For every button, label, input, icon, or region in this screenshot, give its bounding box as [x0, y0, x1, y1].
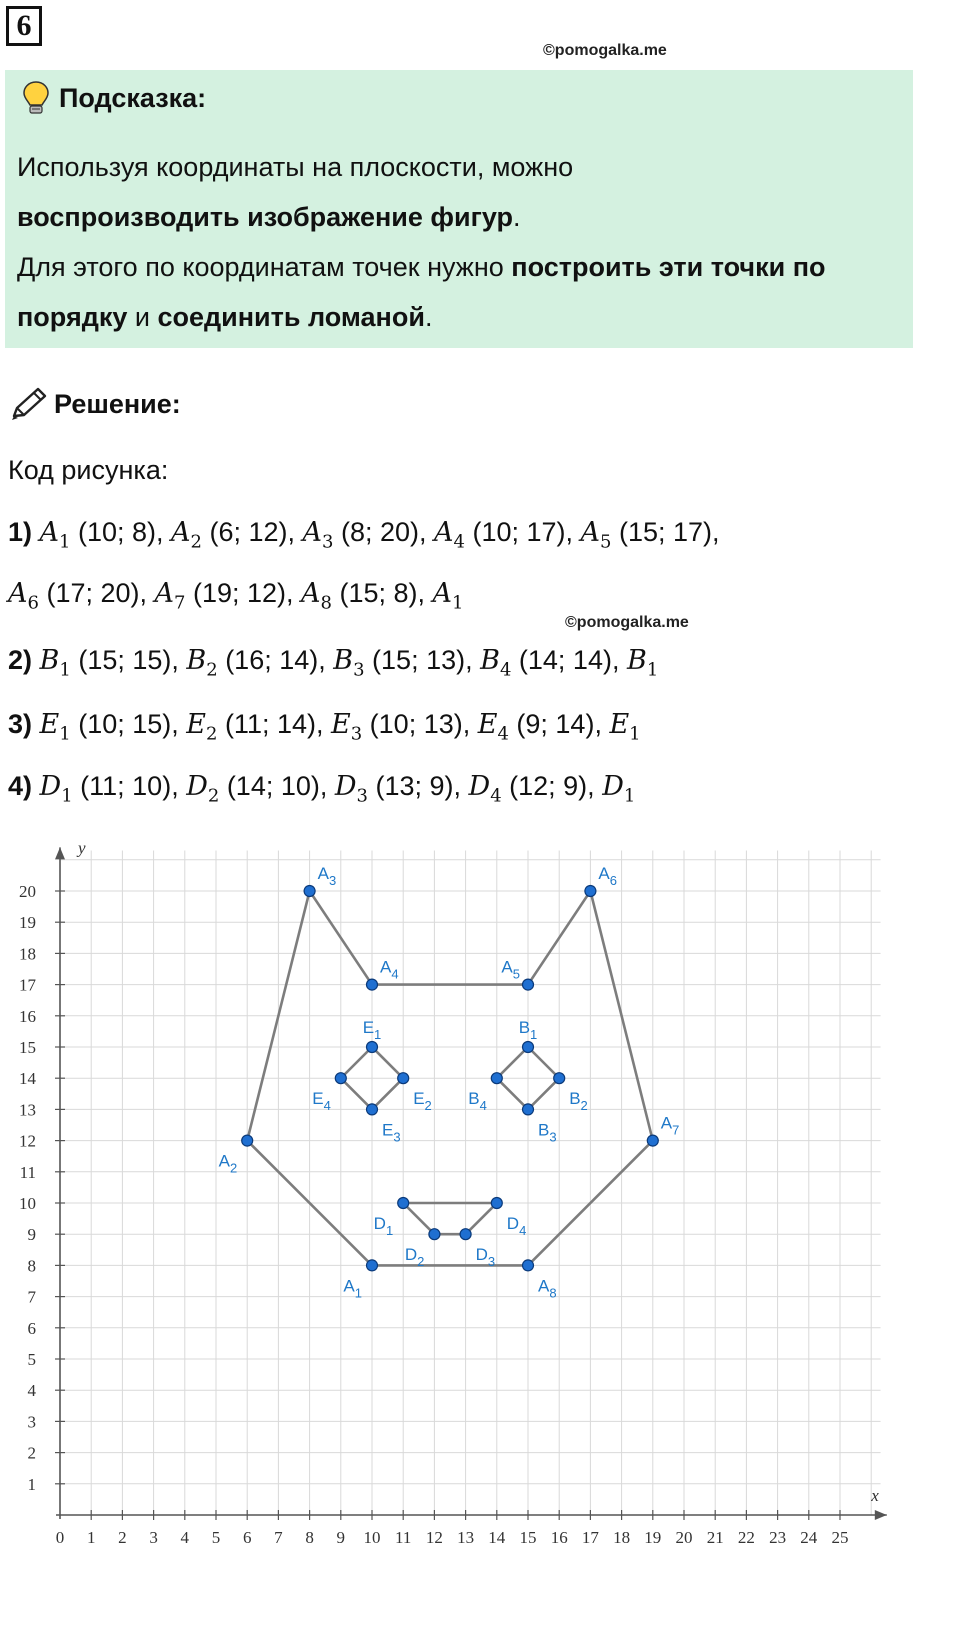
point-name: $D_2$: [186, 771, 220, 807]
x-tick-label: 0: [55, 1528, 65, 1547]
point-label-D4: $D_4$: [506, 1214, 527, 1238]
point-name: $E_1$: [39, 709, 71, 745]
y-tick-label: 20: [19, 882, 36, 901]
y-tick-label: 8: [27, 1256, 36, 1276]
point-coords: (8; 20),: [333, 517, 435, 547]
point-coords: (10; 13),: [362, 709, 478, 739]
point-coords: (11; 14),: [217, 709, 331, 739]
y-tick-label: 10: [19, 1194, 36, 1213]
polyline-D: [403, 1203, 497, 1234]
code-line-1: [8, 517, 720, 552]
point-coords: (11; 10),: [72, 771, 187, 801]
point-label-E1: $E_1$: [362, 1018, 382, 1042]
point-coords: (12; 9),: [501, 771, 603, 801]
line-number: 1): [8, 517, 33, 547]
x-tick-label: 4: [180, 1528, 190, 1547]
point-D2: [429, 1229, 440, 1240]
y-axis-arrow: [55, 847, 65, 859]
y-tick-label: 6: [27, 1318, 36, 1338]
y-axis-label: y: [78, 838, 86, 858]
point-name: $E_2$: [186, 709, 218, 745]
point-coords: (14; 10),: [219, 771, 335, 801]
x-tick-label: 1: [86, 1528, 96, 1547]
hint-title: [21, 80, 206, 116]
lightbulb-icon: [21, 80, 51, 116]
x-axis-arrow: [875, 1510, 887, 1520]
code-line-2: [8, 645, 658, 680]
point-name: $A_3$: [302, 517, 334, 553]
x-tick-label: 8: [305, 1528, 314, 1547]
point-name: $A_2$: [171, 517, 202, 553]
point-D1: [398, 1198, 409, 1209]
point-B3: [523, 1104, 534, 1115]
point-name: $B_1$: [39, 645, 71, 681]
point-list: [8, 578, 464, 614]
pencil-icon: [8, 386, 48, 422]
code-line-3: [8, 709, 641, 744]
x-tick-label: 13: [457, 1528, 475, 1547]
point-B2: [554, 1073, 565, 1084]
point-label-A6: $A_6$: [598, 864, 617, 888]
coordinate-plane: [0, 830, 960, 1642]
point-label-D1: $D_1$: [373, 1214, 394, 1238]
point-coords: (16; 14),: [217, 645, 334, 675]
x-tick-label: 16: [550, 1528, 568, 1547]
x-tick-label: 22: [737, 1528, 755, 1547]
point-B4: [491, 1073, 502, 1084]
hint-line3-end: .: [424, 302, 433, 332]
y-tick-label: 12: [19, 1131, 36, 1151]
hint-box: [5, 70, 913, 348]
y-tick-label: 4: [27, 1381, 36, 1401]
point-coords: (10; 15),: [70, 709, 187, 739]
point-list: [39, 709, 641, 745]
hint-line3-bold1: построить эти точки по порядку: [17, 252, 826, 332]
point-name: $B_3$: [333, 645, 365, 681]
point-coords: (13; 9),: [367, 771, 469, 801]
point-list: [39, 517, 720, 553]
x-tick-label: 5: [211, 1528, 221, 1547]
point-name: $D_4$: [468, 771, 502, 807]
point-A6: [585, 886, 596, 897]
point-coords: (9; 14),: [508, 709, 610, 739]
point-name: $E_3$: [331, 709, 363, 745]
x-tick-label: 12: [425, 1528, 443, 1547]
point-name: $D_1$: [602, 771, 636, 807]
x-tick-label: 11: [395, 1528, 412, 1547]
point-A8: [523, 1260, 534, 1271]
watermark-middle: ©pomogalka.me: [565, 614, 689, 631]
x-tick-label: 9: [336, 1528, 346, 1547]
point-label-B3: $B_3$: [538, 1120, 557, 1145]
x-tick-label: 7: [274, 1528, 283, 1547]
y-tick-label: 13: [19, 1100, 36, 1120]
point-label-A8: $A_8$: [538, 1276, 557, 1301]
point-name: $D_1$: [39, 771, 73, 807]
point-D3: [460, 1229, 471, 1240]
point-label-E3: $E_3$: [382, 1120, 401, 1145]
hint-line2-end: .: [513, 202, 521, 232]
hint-line2-bold: воспроизводить изображение фигур: [17, 202, 514, 232]
x-axis-label: x: [871, 1486, 879, 1505]
code-label: Код рисунка:: [8, 455, 169, 485]
point-label-B4: $B_4$: [468, 1089, 487, 1114]
point-label-A1: $A_1$: [343, 1276, 362, 1301]
y-tick-label: 1: [27, 1474, 36, 1494]
point-label-A5: $A_5$: [501, 957, 520, 982]
y-tick-label: 11: [19, 1162, 36, 1182]
point-name: $A_7$: [154, 578, 186, 614]
x-tick-label: 3: [149, 1528, 158, 1547]
y-tick-label: 14: [19, 1069, 36, 1089]
point-label-A7: $A_7$: [660, 1113, 680, 1138]
code-line-4: [8, 771, 635, 806]
y-tick-label: 18: [19, 944, 36, 964]
point-label-B1: $B_1$: [518, 1018, 538, 1042]
y-tick-label: 15: [19, 1038, 36, 1057]
x-tick-label: 19: [644, 1528, 662, 1547]
point-D4: [491, 1198, 502, 1209]
hint-line3-bold2: соединить ломаной: [157, 302, 425, 332]
point-name: $B_4$: [480, 645, 512, 681]
point-A3: [304, 886, 315, 897]
point-label-D3: $D_3$: [475, 1245, 496, 1270]
x-tick-label: 24: [800, 1528, 818, 1547]
hint-title-text: Подсказка:: [59, 82, 207, 113]
line-number: 4): [8, 771, 33, 801]
x-tick-label: 21: [706, 1528, 724, 1547]
point-coords: (15; 8),: [331, 578, 433, 608]
x-tick-label: 10: [363, 1528, 381, 1547]
x-tick-label: 2: [118, 1528, 127, 1547]
solution-title: [8, 386, 181, 422]
point-coords: (10; 17),: [464, 517, 581, 547]
point-name: $B_1$: [626, 645, 659, 681]
point-E1: [367, 1042, 378, 1053]
y-tick-label: 7: [27, 1287, 36, 1307]
x-tick-label: 6: [242, 1528, 252, 1547]
point-name: $A_5$: [580, 517, 612, 553]
y-tick-label: 2: [27, 1443, 36, 1463]
x-tick-label: 18: [613, 1528, 631, 1547]
point-name: $A_1$: [39, 517, 71, 553]
point-name: $E_4$: [477, 709, 509, 745]
y-tick-label: 16: [19, 1006, 36, 1026]
watermark-top: ©pomogalka.me: [543, 42, 667, 59]
hint-line1: Используя координаты на плоскости, можно: [17, 152, 574, 182]
x-tick-label: 20: [675, 1528, 693, 1547]
x-tick-label: 14: [488, 1528, 506, 1547]
code-line-1b: [8, 578, 463, 613]
point-B1: [523, 1042, 534, 1053]
point-name: $D_3$: [334, 771, 368, 807]
x-tick-label: 17: [581, 1528, 599, 1547]
line-number: 2): [8, 645, 33, 675]
hint-line3-mid: и: [127, 302, 158, 332]
coordinate-plane-svg: [0, 830, 960, 1642]
y-tick-label: 17: [19, 975, 36, 995]
point-label-A4: $A_4$: [380, 957, 399, 982]
point-list: [39, 771, 636, 807]
point-coords: (15; 13),: [364, 645, 481, 675]
line-number: 3): [8, 709, 33, 739]
point-label-A3: $A_3$: [317, 864, 337, 888]
point-label-A2: $A_2$: [218, 1151, 238, 1176]
y-tick-label: 5: [27, 1350, 36, 1369]
point-label-E2: $E_2$: [413, 1089, 432, 1114]
x-tick-label: 25: [831, 1528, 849, 1547]
point-coords: (19; 12),: [185, 578, 302, 608]
point-coords: (6; 12),: [201, 517, 303, 547]
y-tick-label: 3: [27, 1412, 36, 1432]
hint-text: [17, 142, 907, 342]
hint-line3-start: Для этого по координатам точек нужно: [17, 252, 512, 282]
point-E3: [367, 1104, 378, 1115]
point-coords: (14; 14),: [511, 645, 627, 675]
point-name: $A_8$: [301, 578, 332, 614]
point-coords: (17; 20),: [38, 578, 155, 608]
task-number: 6: [6, 6, 42, 46]
point-A7: [647, 1135, 658, 1146]
point-label-B2: $B_2$: [569, 1089, 588, 1114]
y-tick-label: 19: [19, 913, 36, 933]
point-name: $B_2$: [186, 645, 218, 681]
point-E2: [398, 1073, 409, 1084]
point-name: $E_1$: [609, 709, 641, 745]
y-tick-label: 9: [27, 1225, 36, 1245]
solution-title-text: Решение:: [54, 388, 181, 419]
point-label-E4: $E_4$: [312, 1089, 331, 1114]
point-A4: [367, 979, 378, 990]
point-name: $A_1$: [432, 578, 464, 614]
point-coords: (15; 17),: [611, 517, 720, 547]
point-list: [39, 645, 659, 681]
point-A5: [523, 979, 534, 990]
x-tick-label: 23: [769, 1528, 787, 1547]
point-A1: [367, 1260, 378, 1271]
x-tick-label: 15: [519, 1528, 537, 1547]
point-A2: [242, 1135, 253, 1146]
point-name: $A_6$: [8, 578, 39, 614]
point-label-D2: $D_2$: [404, 1245, 425, 1270]
point-E4: [335, 1073, 346, 1084]
point-name: $A_4$: [434, 517, 465, 553]
point-coords: (10; 8),: [70, 517, 172, 547]
point-coords: (15; 15),: [70, 645, 187, 675]
